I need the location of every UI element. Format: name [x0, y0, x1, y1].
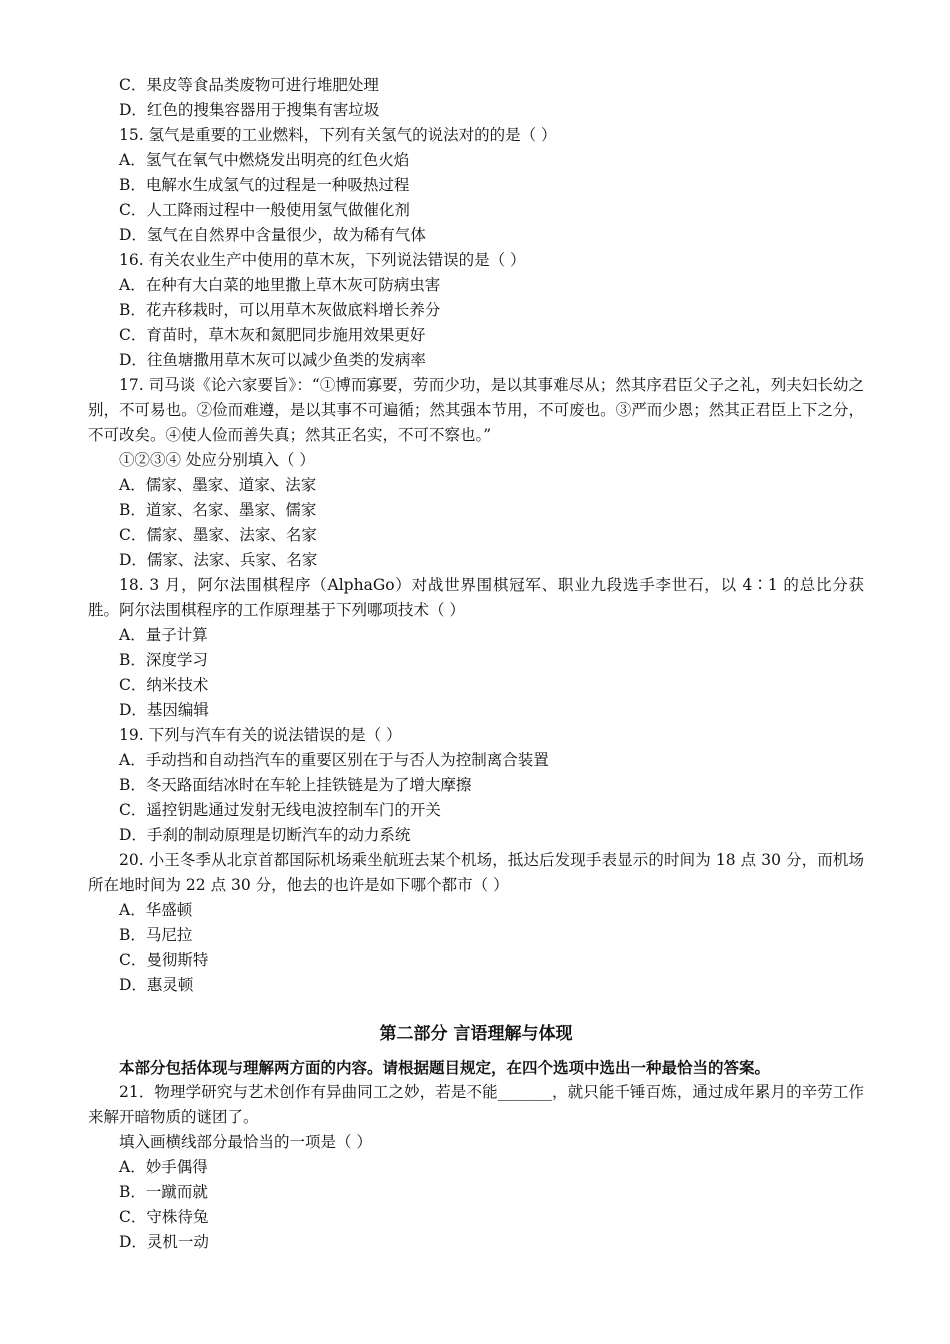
q17-subquestion: ①②③④ 处应分别填入（ ） — [119, 451, 315, 469]
section-title: 第二部分 言语理解与体现 — [379, 1024, 573, 1044]
q20-option-a: A．华盛顿 — [119, 901, 193, 919]
q17-stem: 17. 司马谈《论六家要旨》：“①博而寡要，劳而少功，是以其事难尽从；然其序君臣父子之礼，列夫妇长幼之别，不可易也。②俭而难遵，是以其事不可遍循；然其强本节用，不可废也。③严而少恩；然其正君臣上下之分，不可改矣。④使人俭而善失真；然其正名实，不可不察也。” — [88, 376, 864, 444]
q16-stem: 16. 有关农业生产中使用的草木灰，下列说法错误的是（ ） — [119, 251, 526, 269]
q16-option-a: A．在种有大白菜的地里撒上草木灰可防病虫害 — [119, 276, 441, 294]
q18-option-a: A．量子计算 — [119, 626, 208, 644]
q14-option-d: D．红色的搜集容器用于搜集有害垃圾 — [119, 101, 380, 119]
q19-stem: 19. 下列与汽车有关的说法错误的是（ ） — [119, 726, 402, 744]
q14-option-c: C．果皮等食品类废物可进行堆肥处理 — [119, 76, 379, 94]
q15-option-a: A．氢气在氧气中燃烧发出明亮的红色火焰 — [119, 151, 410, 169]
q21-subquestion: 填入画横线部分最恰当的一项是（ ） — [119, 1133, 372, 1151]
q18-option-d: D．基因编辑 — [119, 701, 209, 719]
q19-option-c: C．遥控钥匙通过发射无线电波控制车门的开关 — [119, 801, 441, 819]
q20-option-b: B．马尼拉 — [119, 926, 193, 944]
q20-stem: 20. 小王冬季从北京首都国际机场乘坐航班去某个机场，抵达后发现手表显示的时间为 18 点 30 分，而机场所在地时间为 22 点 30 分，他去的也许是如下哪个都市（ ） — [88, 851, 864, 894]
q16-option-c: C．育苗时，草木灰和氮肥同步施用效果更好 — [119, 326, 426, 344]
q15-option-c: C．人工降雨过程中一般使用氢气做催化剂 — [119, 201, 410, 219]
q16-option-b: B．花卉移栽时，可以用草木灰做底料增长养分 — [119, 301, 441, 319]
q18-option-c: C．纳米技术 — [119, 676, 209, 694]
q20-option-d: D．惠灵顿 — [119, 976, 194, 994]
q17-option-c: C．儒家、墨家、法家、名家 — [119, 526, 317, 544]
q15-option-b: B．电解水生成氢气的过程是一种吸热过程 — [119, 176, 410, 194]
document-page — [88, 73, 864, 1255]
q18-stem: 18. 3 月，阿尔法围棋程序（AlphaGo）对战世界围棋冠军、职业九段选手李世石，以 4∶1 的总比分获胜。阿尔法围棋程序的工作原理基于下列哪项技术（ ） — [88, 576, 864, 619]
q19-option-b: B．冬天路面结冰时在车轮上挂铁链是为了增大摩擦 — [119, 776, 472, 794]
q21-option-d: D．灵机一动 — [119, 1233, 209, 1251]
q21-option-a: A．妙手偶得 — [119, 1158, 208, 1176]
q18-option-b: B．深度学习 — [119, 651, 208, 669]
q17-option-a: A．儒家、墨家、道家、法家 — [119, 476, 317, 494]
q15-stem: 15. 氢气是重要的工业燃料，下列有关氢气的说法对的的是（ ） — [119, 126, 557, 144]
q20-option-c: C．曼彻斯特 — [119, 951, 209, 969]
q21-option-c: C．守株待兔 — [119, 1208, 209, 1226]
q17-option-d: D．儒家、法家、兵家、名家 — [119, 551, 318, 569]
q17-option-b: B．道家、名家、墨家、儒家 — [119, 501, 317, 519]
q16-option-d: D．往鱼塘撒用草木灰可以减少鱼类的发病率 — [119, 351, 426, 369]
q19-option-a: A．手动挡和自动挡汽车的重要区别在于与否人为控制离合装置 — [119, 751, 549, 769]
section-intro: 本部分包括体现与理解两方面的内容。请根据题目规定，在四个选项中选出一种最恰当的答案。 — [119, 1058, 771, 1077]
q21-stem: 21．物理学研究与艺术创作有异曲同工之妙，若是不能_______，就只能千锤百炼，通过成年累月的辛劳工作来解开暗物质的谜团了。 — [88, 1083, 864, 1126]
q19-option-d: D．手刹的制动原理是切断汽车的动力系统 — [119, 826, 411, 844]
q21-option-b: B．一蹴而就 — [119, 1183, 208, 1201]
q15-option-d: D．氢气在自然界中含量很少，故为稀有气体 — [119, 226, 426, 244]
